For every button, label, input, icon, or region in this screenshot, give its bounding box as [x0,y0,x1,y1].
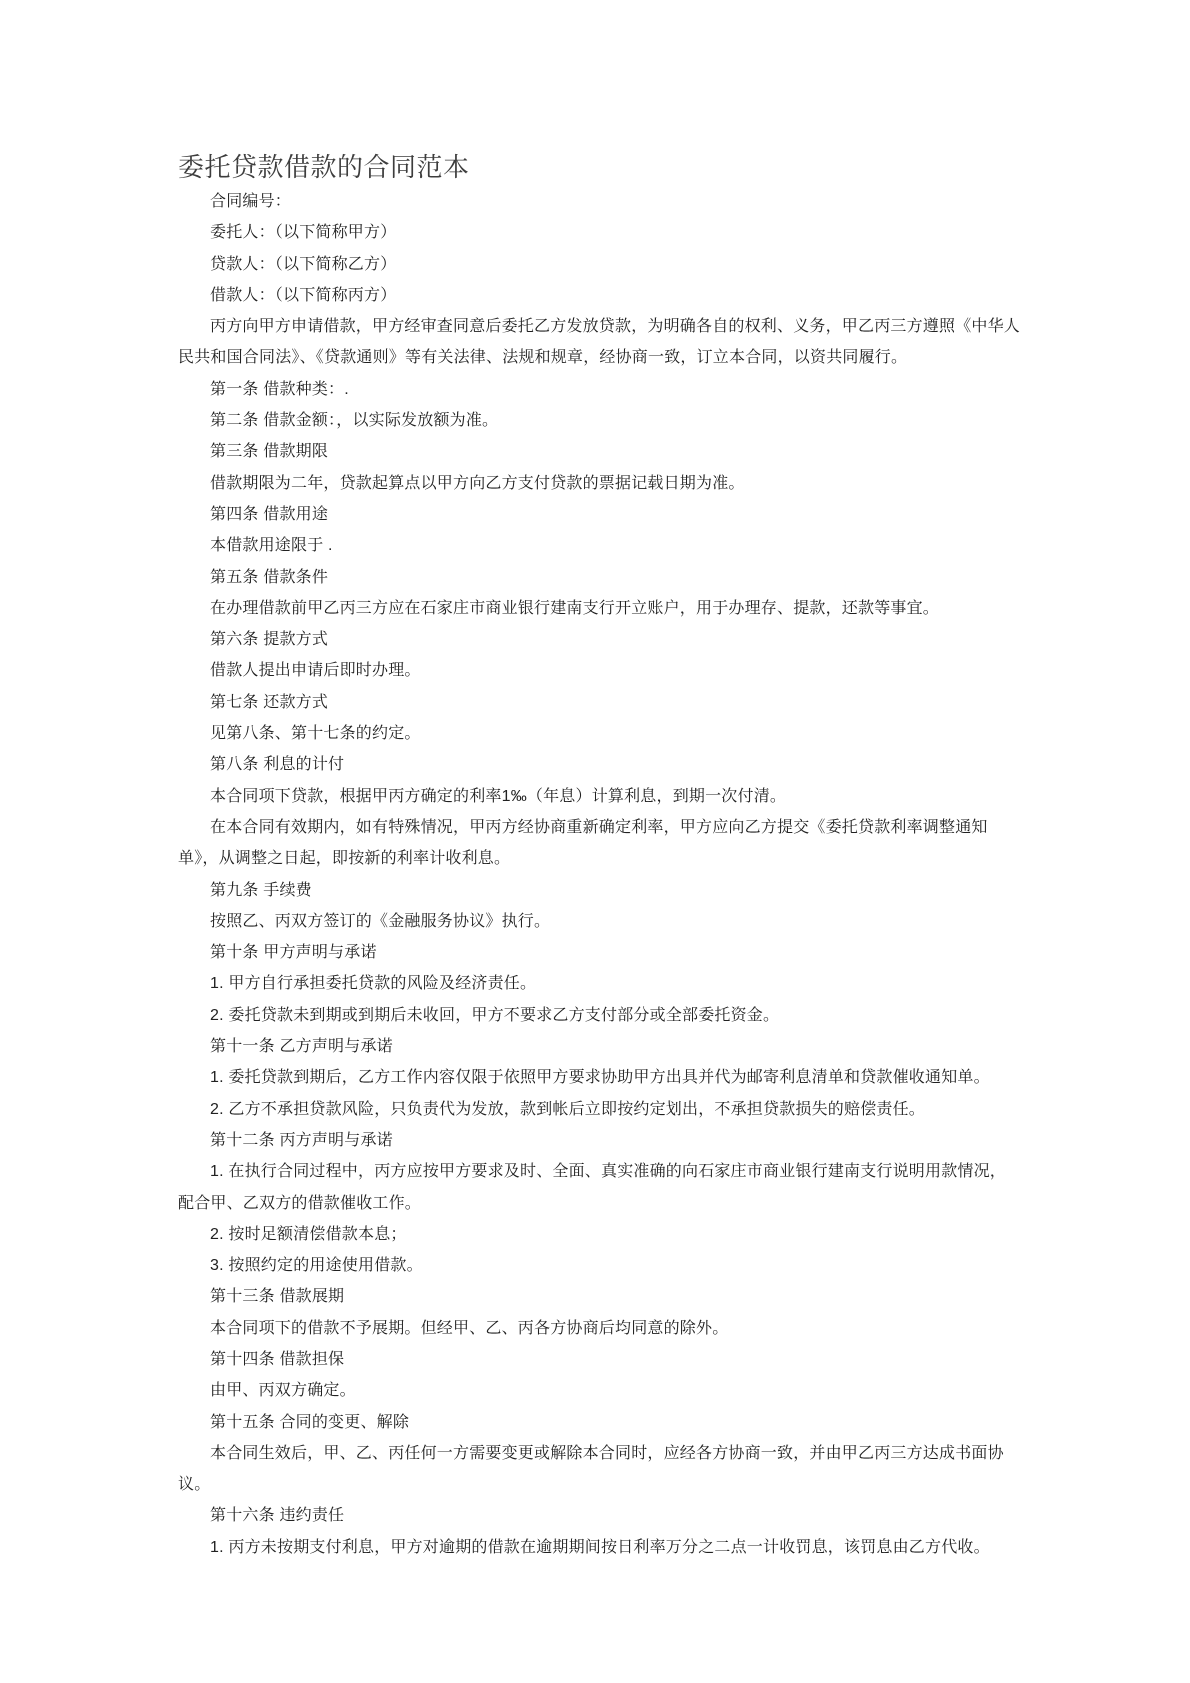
paragraph-article-6-body: 借款人提出申请后即时办理。 [210,662,421,680]
paragraph-article-10-item-1: 1. 甲方自行承担委托贷款的风险及经济责任。 [210,975,537,993]
paragraph-article-8-body-2: 在本合同有效期内，如有特殊情况，甲丙方经协商重新确定利率，甲方应向乙方提交《委托贷款利率调整通知单》，从调整之日起，即按新的利率计收利息。 [178,818,988,868]
paragraph-article-8-body-1: 本合同项下贷款，根据甲丙方确定的利率1‰（年息）计算利息，到期一次付清。 [210,787,787,805]
paragraph-article-13: 第十三条 借款展期 [210,1288,345,1306]
paragraph-lender-party: 贷款人：（以下简称乙方） [210,255,397,273]
paragraph-article-3-body: 借款期限为二年，贷款起算点以甲方向乙方支付贷款的票据记载日期为准。 [210,474,745,492]
paragraph-article-12: 第十二条 丙方声明与承诺 [210,1131,393,1149]
paragraph-article-4: 第四条 借款用途 [210,505,329,523]
paragraph-article-7-body: 见第八条、第十七条的约定。 [210,725,421,743]
paragraph-article-9: 第九条 手续费 [210,881,312,899]
paragraph-article-15: 第十五条 合同的变更、解除 [210,1413,410,1431]
paragraph-article-5-body: 在办理借款前甲乙丙三方应在石家庄市商业银行建南支行开立账户，用于办理存、提款，还款等事宜。 [210,599,940,617]
paragraph-article-5: 第五条 借款条件 [210,568,329,586]
paragraph-preamble: 丙方向甲方申请借款，甲方经审查同意后委托乙方发放贷款，为明确各自的权利、义务，甲乙丙三方遵照《中华人民共和国合同法》、《贷款通则》等有关法律、法规和规章，经协商一致，订立本合同，以资共同履行。 [178,318,1021,367]
paragraph-article-9-body: 按照乙、丙双方签订的《金融服务协议》执行。 [210,912,551,930]
paragraph-principal-party: 委托人：（以下简称甲方） [210,224,397,242]
paragraph-article-4-body: 本借款用途限于 . [210,537,333,555]
paragraph-contract-number: 合同编号： [210,193,292,210]
paragraph-article-2: 第二条 借款金额：，以实际发放额为准。 [210,412,499,430]
document-body [178,186,1022,1563]
paragraph-article-7: 第七条 还款方式 [210,693,329,711]
paragraph-article-13-body: 本合同项下的借款不予展期。但经甲、乙、丙各方协商后均同意的除外。 [210,1319,729,1337]
paragraph-article-14: 第十四条 借款担保 [210,1350,345,1368]
paragraph-article-16: 第十六条 违约责任 [210,1507,345,1525]
paragraph-article-12-item-1: 1. 在执行合同过程中，丙方应按甲方要求及时、全面、真实准确的向石家庄市商业银行建南支行说明用款情况，配合甲、乙双方的借款催收工作。 [178,1163,1006,1212]
paragraph-article-11-item-1: 1. 委托贷款到期后，乙方工作内容仅限于依照甲方要求协助甲方出具并代为邮寄利息清单和贷款催收通知单。 [210,1069,990,1087]
paragraph-article-10: 第十条 甲方声明与承诺 [210,944,377,962]
document-title: 委托贷款借款的合同范本 [178,153,470,182]
paragraph-article-14-body: 由甲、丙双方确定。 [210,1382,356,1400]
paragraph-article-8: 第八条 利息的计付 [210,756,345,774]
paragraph-article-1: 第一条 借款种类：. [210,380,349,398]
paragraph-article-6: 第六条 提款方式 [210,631,329,649]
paragraph-article-11-item-2: 2. 乙方不承担贷款风险，只负责代为发放，款到帐后立即按约定划出，不承担贷款损失的赔偿责任。 [210,1100,925,1118]
paragraph-article-12-item-2: 2. 按时足额清偿借款本息； [210,1225,407,1243]
paragraph-article-12-item-3: 3. 按照约定的用途使用借款。 [210,1257,423,1275]
paragraph-borrower-party: 借款人：（以下简称丙方） [210,286,397,304]
paragraph-article-16-item-1: 1. 丙方未按期支付利息，甲方对逾期的借款在逾期期间按日利率万分之二点一计收罚息，该罚息由乙方代收。 [210,1538,990,1556]
paragraph-article-15-body: 本合同生效后，甲、乙、丙任何一方需要变更或解除本合同时，应经各方协商一致，并由甲乙丙三方达成书面协议。 [178,1444,1004,1494]
paragraph-article-11: 第十一条 乙方声明与承诺 [210,1038,393,1056]
paragraph-article-3: 第三条 借款期限 [210,443,329,461]
paragraph-article-10-item-2: 2. 委托贷款未到期或到期后未收回，甲方不要求乙方支付部分或全部委托资金。 [210,1006,780,1024]
